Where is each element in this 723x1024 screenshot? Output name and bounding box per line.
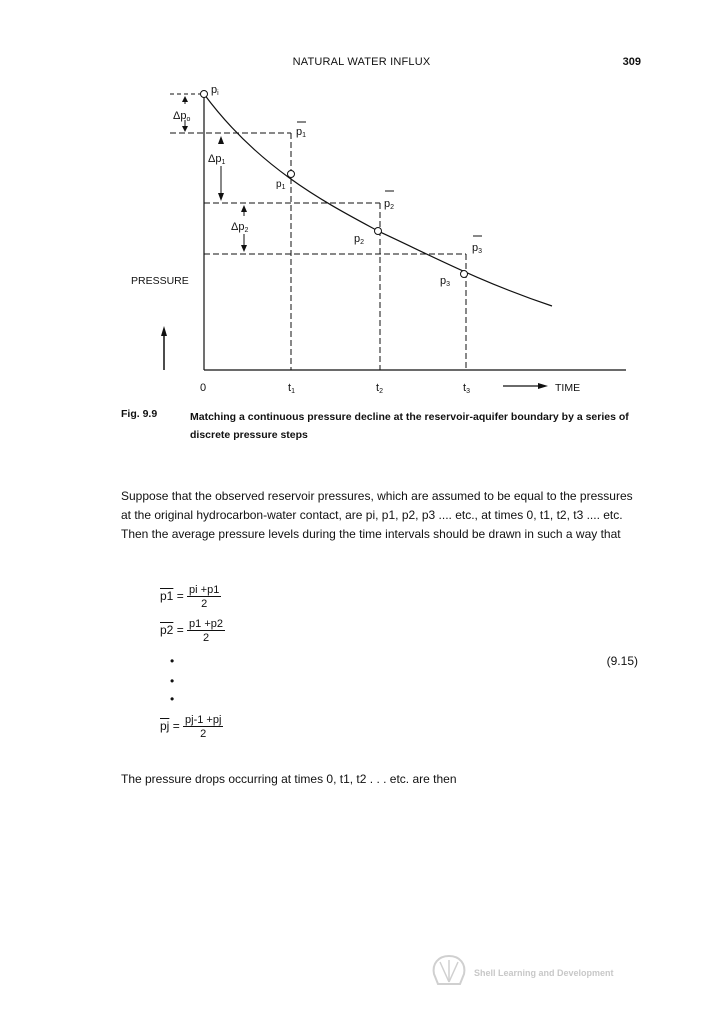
equation-2-denominator: 2 <box>202 632 210 644</box>
page-number: 309 <box>622 56 641 68</box>
figure-caption-label: Fig. 9.9 <box>121 408 158 420</box>
running-header: NATURAL WATER INFLUX <box>292 56 431 68</box>
label-delta-p1: Δp1 <box>208 153 226 166</box>
footer-brand-text: Shell Learning and Development <box>474 968 614 978</box>
equation-number: (9.15) <box>606 654 638 668</box>
delta-p2-arrow-up-head <box>241 205 247 212</box>
ellipsis-bullet-3: • <box>170 692 175 706</box>
equation-2-numerator: p1 +p2 <box>189 618 223 630</box>
equation-2-fraction <box>187 618 225 644</box>
equation-1-denominator: 2 <box>201 598 208 610</box>
equation-1-lhs: p1 <box>160 589 174 604</box>
tick-t2: t2 <box>376 382 383 395</box>
label-delta-p0: Δpo <box>173 110 191 123</box>
delta-p0-arrow-up-head <box>182 96 188 102</box>
equation-2: p2 = $\frac{p1 +p2}{2}$ <box>160 618 223 644</box>
equation-3-fraction <box>183 714 223 740</box>
equation-3-lhs: $\overline{pj}$ <box>160 719 170 734</box>
x-axis-label: TIME <box>555 382 581 394</box>
label-p1-bar: p1 <box>296 126 307 139</box>
point-pi <box>201 91 208 98</box>
equation-1-numerator: pi +p1 <box>189 584 220 596</box>
shell-logo-icon <box>430 954 468 988</box>
label-p3-bar: p3 <box>472 242 483 255</box>
label-p2: p2 <box>354 233 365 246</box>
y-axis-label: PRESSURE <box>131 275 189 287</box>
equation-3-denominator: 2 <box>200 728 207 740</box>
point-p3 <box>461 271 468 278</box>
point-p2 <box>375 228 382 235</box>
label-p2-bar: p2 <box>384 198 395 211</box>
tick-0: 0 <box>200 382 207 394</box>
pressure-curve <box>204 94 552 306</box>
tick-t1: t1 <box>288 382 295 395</box>
label-delta-p2: Δp2 <box>231 221 249 234</box>
pressure-step-figure <box>0 0 723 400</box>
paragraph-2: The pressure drops occurring at times 0, t1, t2 . . . etc. are then <box>121 772 457 786</box>
delta-p0-arrow-down-head <box>182 126 188 132</box>
pressure-arrow-head <box>161 326 167 336</box>
delta-p1-arrow-down-head <box>218 193 224 201</box>
time-arrow-head <box>538 383 548 389</box>
equation-1: p1 = $\frac{pi +p1}{2}$ <box>160 584 220 610</box>
equation-3: $\overline{pj}$ = $\frac{pj-1 +pj}{2}$ <box>160 714 222 740</box>
equation-2-lhs: p2 <box>160 623 174 638</box>
delta-p2-arrow-down-head <box>241 245 247 252</box>
point-p1 <box>288 171 295 178</box>
tick-t3: t3 <box>463 382 470 395</box>
delta-p1-arrow-up-head <box>218 136 224 144</box>
equation-1-fraction <box>187 584 221 610</box>
label-p1: $p_1$ <box>276 179 286 191</box>
ellipsis-bullet-2: • <box>170 674 175 688</box>
paragraph-1: Suppose that the observed reservoir pressures, which are assumed to be equal to the pressures at the original hydrocarbon-water contact, are pi, p1, p2, p3 .... etc., at times 0, t1, t2, t3 .... etc. Then the average pressure levels during the time intervals should be drawn in such a way that <box>121 489 633 541</box>
label-p3: p3 <box>440 275 451 288</box>
label-pi: pi <box>211 84 219 97</box>
ellipsis-bullet-1: • <box>170 654 175 668</box>
equation-3-numerator: pj-1 +pj <box>185 714 222 726</box>
figure-caption-text: Matching a continuous pressure decline at the reservoir-aquifer boundary by a series of discrete pressure steps <box>190 411 629 441</box>
